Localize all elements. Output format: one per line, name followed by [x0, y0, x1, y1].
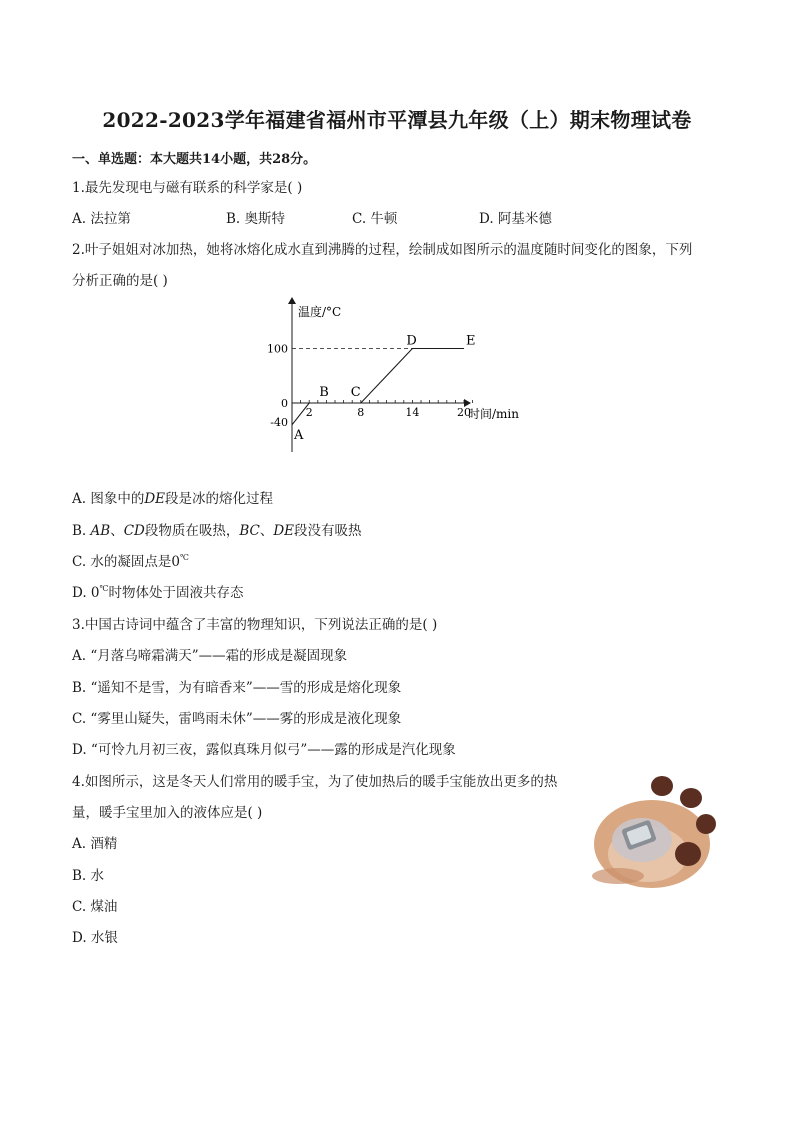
question-4-option-a[interactable]: A. 酒精	[72, 836, 118, 852]
x-tick-label: 8	[357, 406, 365, 419]
question-2-stem-line-1: 2.叶子姐姐对冰加热，她将冰熔化成水直到沸腾的过程，绘制成如图所示的温度随时间变化的图象，下列	[72, 242, 693, 258]
question-4-option-c[interactable]: C. 煤油	[72, 899, 118, 915]
point-label-b: B	[319, 385, 329, 400]
question-4-stem-line-2: 量，暖手宝里加入的液体应是( )	[72, 805, 263, 821]
question-2-option-c[interactable]: C. 水的凝固点是0℃	[72, 553, 189, 570]
y-tick-label: 0	[281, 397, 288, 410]
y-tick-label: -40	[270, 415, 288, 429]
x-axis-label: 时间/min	[468, 407, 519, 421]
point-label-a: A	[294, 427, 304, 443]
temperature-curve	[292, 349, 464, 425]
question-2-option-b[interactable]: B. AB、CD段物质在吸热，BC、DE段没有吸热	[72, 523, 362, 539]
question-4-stem-line-1: 4.如图所示，这是冬天人们常用的暖手宝，为了使加热后的暖手宝能放出更多的热	[72, 774, 558, 790]
question-1-option-c[interactable]: C. 牛顿	[352, 211, 398, 227]
question-1-option-b[interactable]: B. 奥斯特	[226, 211, 286, 227]
question-2-option-a[interactable]: A. 图象中的DE段是冰的熔化过程	[72, 491, 274, 507]
point-label-d: D	[406, 333, 417, 349]
question-4-option-b[interactable]: B. 水	[72, 868, 105, 884]
question-3-option-d[interactable]: D. “可怜九月初三夜，露似真珠月似弓”——露的形成是汽化现象	[72, 742, 456, 758]
x-tick-label: 14	[405, 406, 420, 419]
question-1-option-d[interactable]: D. 阿基米德	[479, 211, 552, 227]
hand-warmer-image	[588, 768, 720, 898]
point-label-e: E	[466, 333, 476, 349]
question-3-option-a[interactable]: A. “月落乌啼霜满天”——霜的形成是凝固现象	[72, 648, 348, 664]
y-tick-label: 100	[267, 342, 288, 356]
page-title: 2022-2023学年福建省福州市平潭县九年级（上）期末物理试卷	[102, 108, 692, 132]
question-4-option-d[interactable]: D. 水银	[72, 930, 118, 946]
question-3-option-b[interactable]: B. “遥知不是雪，为有暗香来”——雪的形成是熔化现象	[72, 680, 402, 696]
point-label-c: C	[350, 385, 361, 400]
question-1-option-a[interactable]: A. 法拉第	[72, 211, 131, 227]
x-tick-label: 2	[305, 406, 313, 419]
question-2-stem-line-2: 分析正确的是( )	[72, 273, 168, 289]
question-3-option-c[interactable]: C. “雾里山疑失，雷鸣雨未休”——雾的形成是液化现象	[72, 711, 402, 727]
x-tick-label: 20	[457, 406, 471, 419]
question-1-stem: 1.最先发现电与磁有联系的科学家是( )	[72, 180, 303, 196]
y-axis-label: 温度/°C	[298, 305, 342, 319]
question-2-option-d[interactable]: D. 0℃时物体处于固液共存态	[72, 584, 244, 601]
section-heading: 一、单选题：本大题共14小题，共28分。	[72, 152, 317, 167]
temperature-time-graph	[262, 292, 542, 460]
question-3-stem: 3.中国古诗词中蕴含了丰富的物理知识，下列说法正确的是( )	[72, 617, 438, 633]
